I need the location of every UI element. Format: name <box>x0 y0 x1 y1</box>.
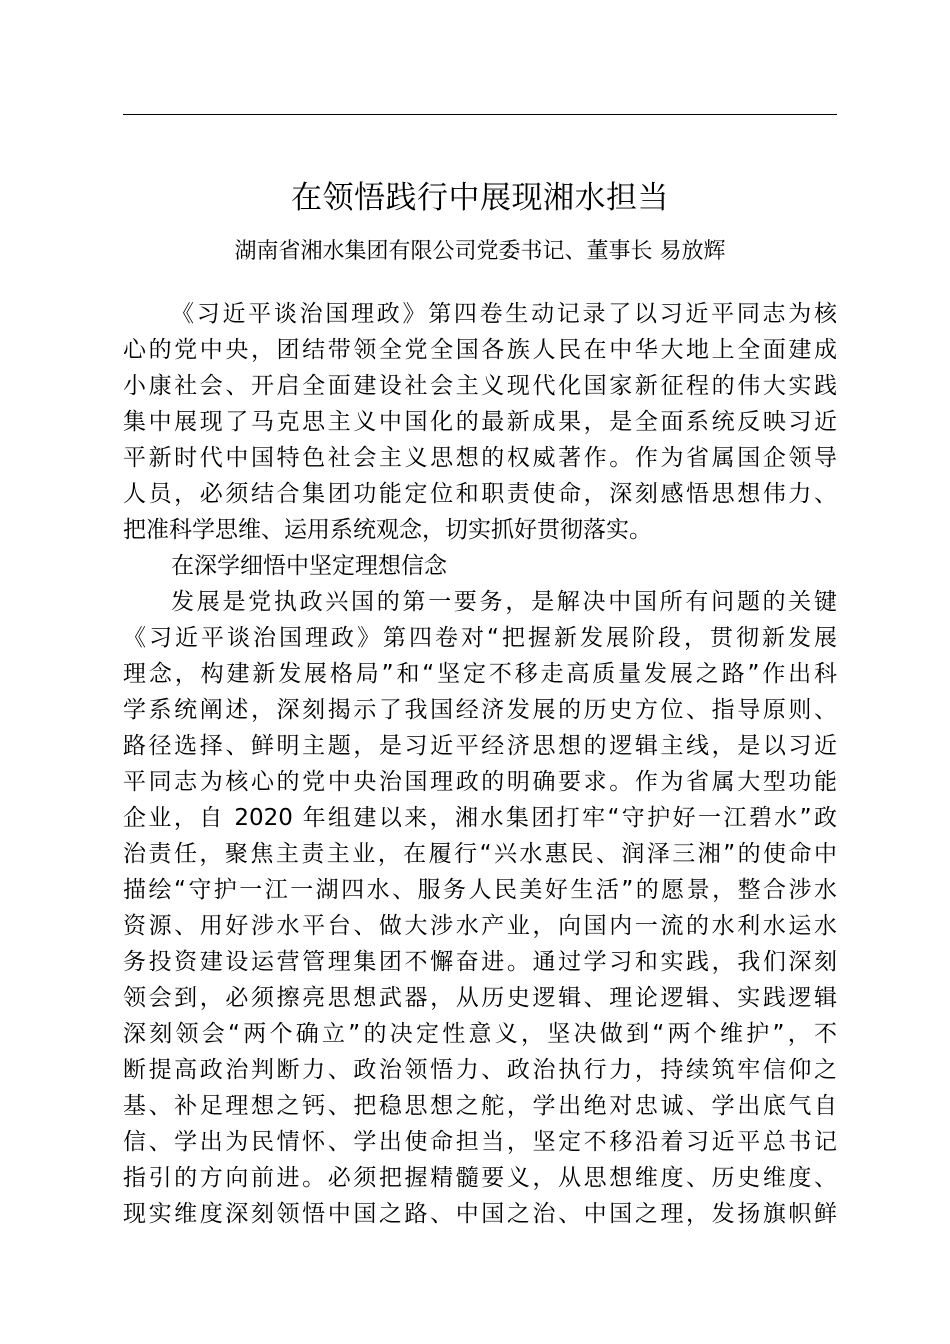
body-line: 描绘“守护一江一湖四水、服务人民美好生活”的愿景，整合涉水 <box>123 877 837 903</box>
body-line: 人员，必须结合集团功能定位和职责使命，深刻感悟思想伟力、 <box>123 481 837 507</box>
body-line: 信、学出为民情怀、学出使命担当，坚定不移沿着习近平总书记 <box>123 1129 837 1155</box>
body-line: 集中展现了马克思主义中国化的最新成果，是全面系统反映习近 <box>123 409 837 435</box>
author-byline: 湖南省湘水集团有限公司党委书记、董事长 易放辉 <box>234 239 726 264</box>
article-body <box>123 296 837 1232</box>
body-line: 心的党中央，团结带领全党全国各族人民在中华大地上全面建成 <box>123 337 837 363</box>
body-line: 《习近平谈治国理政》第四卷生动记录了以习近平同志为核 <box>171 301 837 327</box>
body-line: 学系统阐述，深刻揭示了我国经济发展的历史方位、指导原则、 <box>123 697 837 723</box>
body-line: 发展是党执政兴国的第一要务，是解决中国所有问题的关键 <box>171 589 837 615</box>
body-line: 理念，构建新发展格局”和“坚定不移走高质量发展之路”作出科 <box>123 661 837 687</box>
body-line: 领会到，必须擦亮思想武器，从历史逻辑、理论逻辑、实践逻辑 <box>123 985 837 1011</box>
body-line: 断提高政治判断力、政治领悟力、政治执行力，持续筑牢信仰之 <box>123 1057 837 1083</box>
article-title: 在领悟践行中展现湘水担当 <box>291 180 669 216</box>
body-line: 把准科学思维、运用系统观念，切实抓好贯彻落实。 <box>123 517 652 543</box>
body-line: 资源、用好涉水平台、做大涉水产业，向国内一流的水利水运水 <box>123 913 837 939</box>
section-heading: 在深学细悟中坚定理想信念 <box>171 553 447 579</box>
header-rule <box>123 114 837 115</box>
body-line: 指引的方向前进。必须把握精髓要义，从思想维度、历史维度、 <box>123 1165 837 1191</box>
body-line: 治责任，聚焦主责主业，在履行“兴水惠民、润泽三湘”的使命中 <box>123 841 837 867</box>
body-line: 现实维度深刻领悟中国之路、中国之治、中国之理，发扬旗帜鲜 <box>123 1201 837 1227</box>
body-line: 务投资建设运营管理集团不懈奋进。通过学习和实践，我们深刻 <box>123 949 837 975</box>
body-line: 平新时代中国特色社会主义思想的权威著作。作为省属国企领导 <box>123 445 837 471</box>
body-line: 小康社会、开启全面建设社会主义现代化国家新征程的伟大实践 <box>123 373 837 399</box>
body-line: 平同志为核心的党中央治国理政的明确要求。作为省属大型功能 <box>123 769 837 795</box>
body-line: 企业，自 2020 年组建以来，湘水集团打牢“守护好一江碧水”政 <box>123 805 837 831</box>
body-line: 基、补足理想之钙、把稳思想之舵，学出绝对忠诚、学出底气自 <box>123 1093 837 1119</box>
body-line: 《习近平谈治国理政》第四卷对“把握新发展阶段，贯彻新发展 <box>123 625 837 651</box>
body-line: 深刻领会“两个确立”的决定性意义，坚决做到“两个维护”，不 <box>123 1021 837 1047</box>
body-line: 路径选择、鲜明主题，是习近平经济思想的逻辑主线，是以习近 <box>123 733 837 759</box>
